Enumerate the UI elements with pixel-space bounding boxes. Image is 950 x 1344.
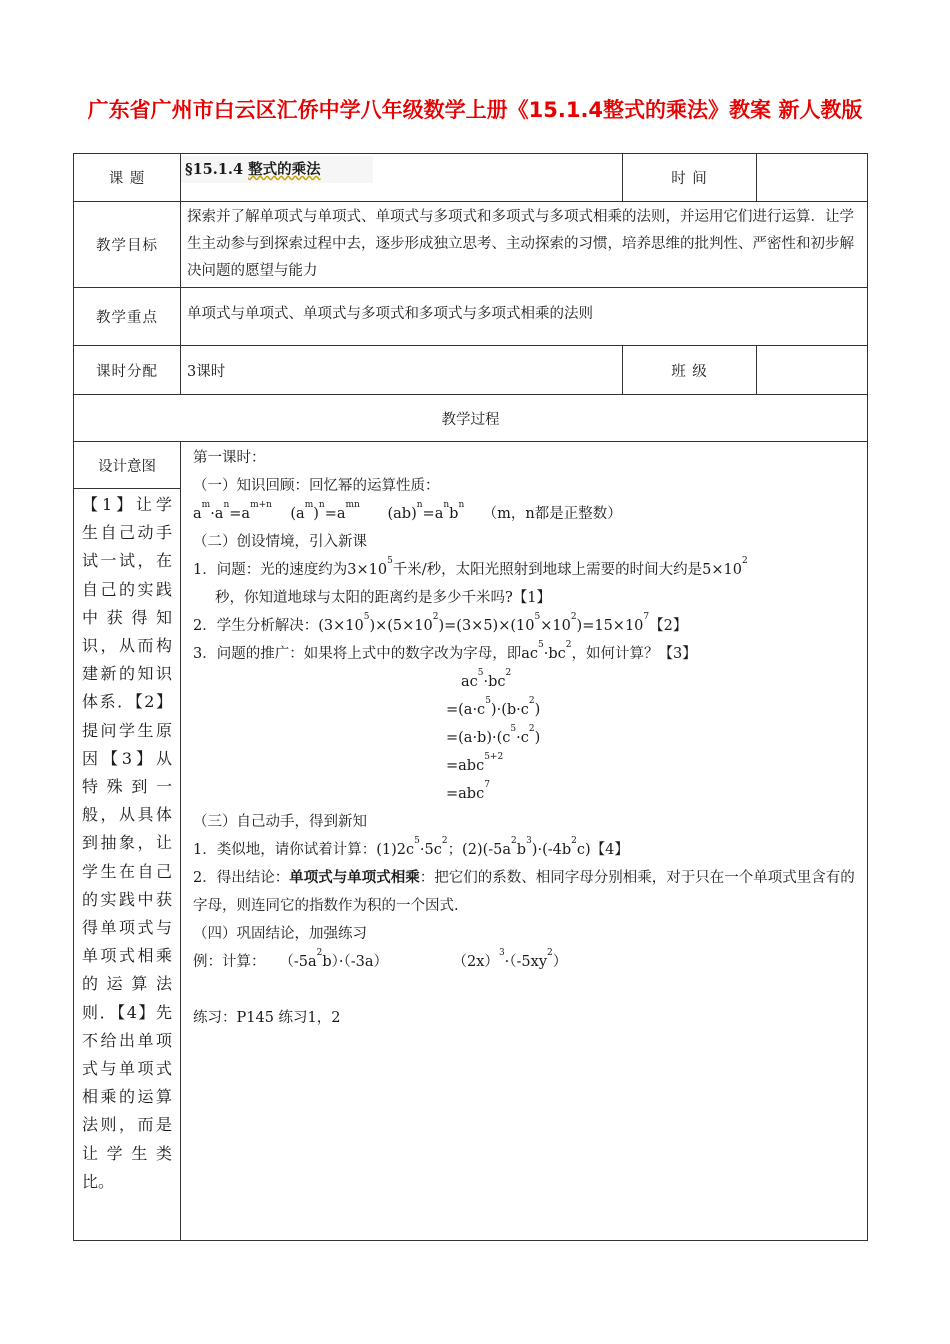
derivation-line-4: =abc$^{5+2}$ xyxy=(446,752,504,774)
row-topic xyxy=(74,154,868,202)
design-intent-cell xyxy=(74,442,181,1241)
section-situation: （二）创设情境，引入新课 xyxy=(193,534,367,550)
lesson-1-heading: 第一课时： xyxy=(193,450,266,466)
question-3: 3．问题的推广：如果将上式中的数字改为字母，即$ac^5\cdot bc^2$，如何计算？【3】 xyxy=(193,640,697,662)
process-content xyxy=(181,442,868,1241)
derivation-line-3: $=(a\cdot b)\cdot(c^5\cdot c^2)$ xyxy=(446,724,541,746)
topic-label: 课 题 xyxy=(74,154,181,202)
row-focus xyxy=(74,288,868,346)
section-review: （一）知识回顾：回忆幂的运算性质： xyxy=(193,478,440,494)
class-label: 班 级 xyxy=(623,346,757,395)
question-1: 1．问题：光的速度约为$3\times 10^5$千米/秒，太阳光照射到地球上需要的时间大约是$5\times 10^2$ 秒，你知道地球与太阳的距离约是多少千米吗?【1】 xyxy=(193,556,748,606)
lesson-plan-table xyxy=(73,153,868,1241)
class-value xyxy=(757,346,868,395)
focus-label: 教学重点 xyxy=(74,288,181,346)
goal-text: 探索并了解单项式与单项式、单项式与多项式和多项式与多项式相乘的法则，并运用它们进行运算．让学生主动参与到探索过程中去，逐步形成独立思考、主动探索的习惯，培养思维的批判性、严密性和初步解决问题的愿望与能力 xyxy=(181,202,868,288)
row-goal xyxy=(74,202,868,288)
topic-number: §15.1.4 xyxy=(185,161,249,178)
section-hands-on: （三）自己动手，得到新知 xyxy=(193,814,367,830)
row-hours xyxy=(74,346,868,395)
practice-exercise: 练习：P145 练习1，2 xyxy=(193,1010,341,1026)
power-rules: $a^m\cdot a^n=a^{m+n}$ $(a^m)^n=a^{mn}$ $(ab)^n=a^nb^n$ （m，n都是正整数） xyxy=(193,500,622,522)
topic-name: 整式的乘法 xyxy=(248,161,321,178)
row-process-body xyxy=(74,442,868,1241)
conclusion: 2．得出结论：单项式与单项式相乘：把它们的系数、相同字母分别相乘，对于只在一个单项式里含有的字母，则连同它的指数作为积的一个因式. xyxy=(193,869,855,914)
time-value xyxy=(757,154,868,202)
row-process-header xyxy=(74,395,868,442)
focus-text: 单项式与单项式、单项式与多项式和多项式与多项式相乘的法则 xyxy=(181,288,868,346)
document-title: 广东省广州市白云区汇侨中学八年级数学上册《15.1.4整式的乘法》教案 新人教版 xyxy=(87,98,863,122)
derivation-line-5: =abc$^7$ xyxy=(446,780,490,802)
design-intent-label: 设计意图 xyxy=(74,442,180,489)
question-2: 2．学生分析解决：$(3\times 10^5)\times(5\times 10^2)=(3\times 5)\times(10^5\times 10^2)=15\times 10^7$【2】 xyxy=(193,612,688,634)
design-intent-notes: 【1】让学生自己动手试一试，在自己的实践中获得知识，从而构建新的知识体系．【2】提问学生原因【3】从特殊到一般，从具体到抽象，让学生在自己的实践中获得单项式与单项式相乘的运算法则．【4】先不给出单项式与单项式相乘的运算法则，而是让学生类比。 xyxy=(82,495,172,1191)
goal-label: 教学目标 xyxy=(74,202,181,288)
derivation-line-2: $=(a\cdot c^5)\cdot(b\cdot c^2)$ xyxy=(446,696,541,718)
process-label: 教学过程 xyxy=(74,395,868,442)
example: 例：计算： $(-5a^2b)\cdot(-3a)$ $(2x)^3\cdot(-5xy^2)$ xyxy=(193,948,568,970)
hours-value: 3课时 xyxy=(181,346,623,395)
time-label: 时 间 xyxy=(623,154,757,202)
power-rules-note: （m，n都是正整数） xyxy=(482,506,622,522)
topic-value xyxy=(181,154,623,202)
derivation-line-1: $ac^5\cdot bc^2$ xyxy=(461,668,512,690)
section-practice: （四）巩固结论，加强练习 xyxy=(193,926,367,942)
hours-label: 课时分配 xyxy=(74,346,181,395)
try-1: 1．类似地，请你试着计算：$(1)2c^5\cdot 5c^2$；$(2)(-5a^2b^3)\cdot(-4b^2c)$【4】 xyxy=(193,836,629,858)
